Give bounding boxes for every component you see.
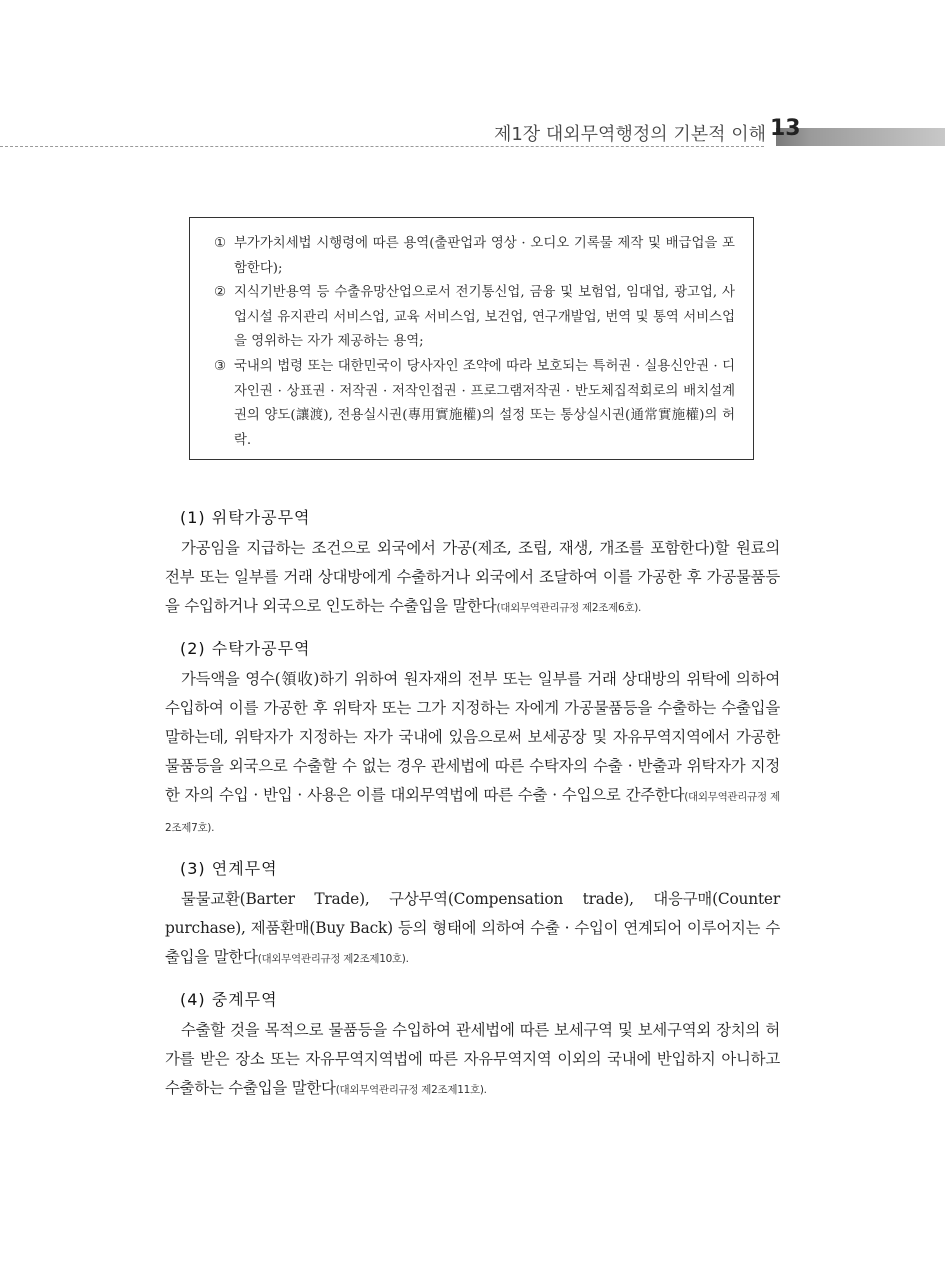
section-title: (3) 연계무역	[180, 859, 278, 878]
page-number-bar	[776, 128, 945, 146]
box-item-text: 부가가치세법 시행령에 따른 용역(출판업과 영상 · 오디오 기록물 제작 및 배급업을 포함한다);	[234, 236, 735, 276]
box-item-number: ①	[214, 236, 227, 251]
regulation-reference: (대외무역관리규정 제2조제11호).	[335, 1084, 487, 1096]
box-item-number: ③	[214, 358, 227, 374]
section-counter-trade	[165, 853, 780, 974]
section-body: 물물교환(Barter Trade), 구상무역(Compensation trade), 대응구매(Counter purchase), 제품환매(Buy Back) 등의 형태에 의하여 수출 · 수입이 연계되어 이루어지는 수출입을 말한다	[165, 890, 780, 966]
box-item-1	[214, 232, 735, 281]
section-intermediary-trade	[165, 984, 780, 1105]
section-paragraph	[165, 1016, 780, 1105]
header-rule	[0, 146, 764, 147]
box-item-3	[214, 355, 735, 453]
section-title: (1) 위탁가공무역	[180, 508, 311, 527]
section-paragraph	[165, 534, 780, 623]
section-body: 가공임을 지급하는 조건으로 외국에서 가공(제조, 조립, 재생, 개조를 포함한다)할 원료의 전부 또는 일부를 거래 상대방에게 수출하거나 외국에서 조달하여 이를 가공한 후 가공물품등을 수입하거나 외국으로 인도하는 수출입을 말한다	[165, 539, 780, 615]
section-title: (2) 수탁가공무역	[180, 639, 311, 658]
definition-box	[189, 217, 754, 460]
regulation-reference: (대외무역관리규정 제2조제10호).	[257, 953, 409, 965]
regulation-reference: (대외무역관리규정 제2조제6호).	[496, 602, 642, 614]
section-paragraph	[165, 885, 780, 974]
section-paragraph	[165, 665, 780, 843]
box-item-2	[214, 281, 735, 355]
section-body: 수출할 것을 목적으로 물품등을 수입하여 관세법에 따른 보세구역 및 보세구역외 장치의 허가를 받은 장소 또는 자유무역지역법에 따른 자유무역지역 이외의 국내에 반입하지 아니하고 수출하는 수출입을 말한다	[165, 1021, 780, 1097]
box-item-number: ②	[214, 285, 227, 301]
chapter-title: 제1장 대외무역행정의 기본적 이해	[493, 124, 766, 145]
section-body: 가득액을 영수(領收)하기 위하여 원자재의 전부 또는 일부를 거래 상대방의 위탁에 의하여 수입하여 이를 가공한 후 위탁자 또는 그가 지정하는 자에게 가공물품등을 수출하는 수출입을 말하는데, 위탁자가 지정하는 자가 국내에 있음으로써 보세공장 및 자유무역지역에서 가공한 물품등을 외국으로 수출할 수 없는 경우 관세법에 따른 수탁자의 수출 · 반출과 위탁자가 지정한 자의 수입 · 반입 · 사용은 이를 대외무역법에 따른 수출 · 수입으로 간주한다	[165, 670, 780, 804]
regulation-reference: (대외무역관리규정 제2조제7호).	[165, 791, 780, 834]
page-header	[0, 0, 945, 160]
section-processing-on-commission-trade	[165, 633, 780, 843]
box-item-text: 국내의 법령 또는 대한민국이 당사자인 조약에 따라 보호되는 특허권 · 실용신안권 · 디자인권 · 상표권 · 저작권 · 저작인접권 · 프로그램저작권 · 반도체집적회로의 배치설계권의 양도(讓渡), 전용실시권(專用實施權)의 설정 또는 통상실시권(通常實施權)의 허락.	[234, 358, 735, 448]
box-item-text: 지식기반용역 등 수출유망산업으로서 전기통신업, 금융 및 보험업, 임대업, 광고업, 사업시설 유지관리 서비스업, 교육 서비스업, 보건업, 연구개발업, 번역 및 통역 서비스업을 영위하는 자가 제공하는 용역;	[234, 285, 735, 350]
page-number: 13	[770, 116, 801, 141]
main-content	[165, 502, 780, 1115]
section-title: (4) 중계무역	[180, 990, 278, 1009]
section-consignment-processing-trade	[165, 502, 780, 623]
